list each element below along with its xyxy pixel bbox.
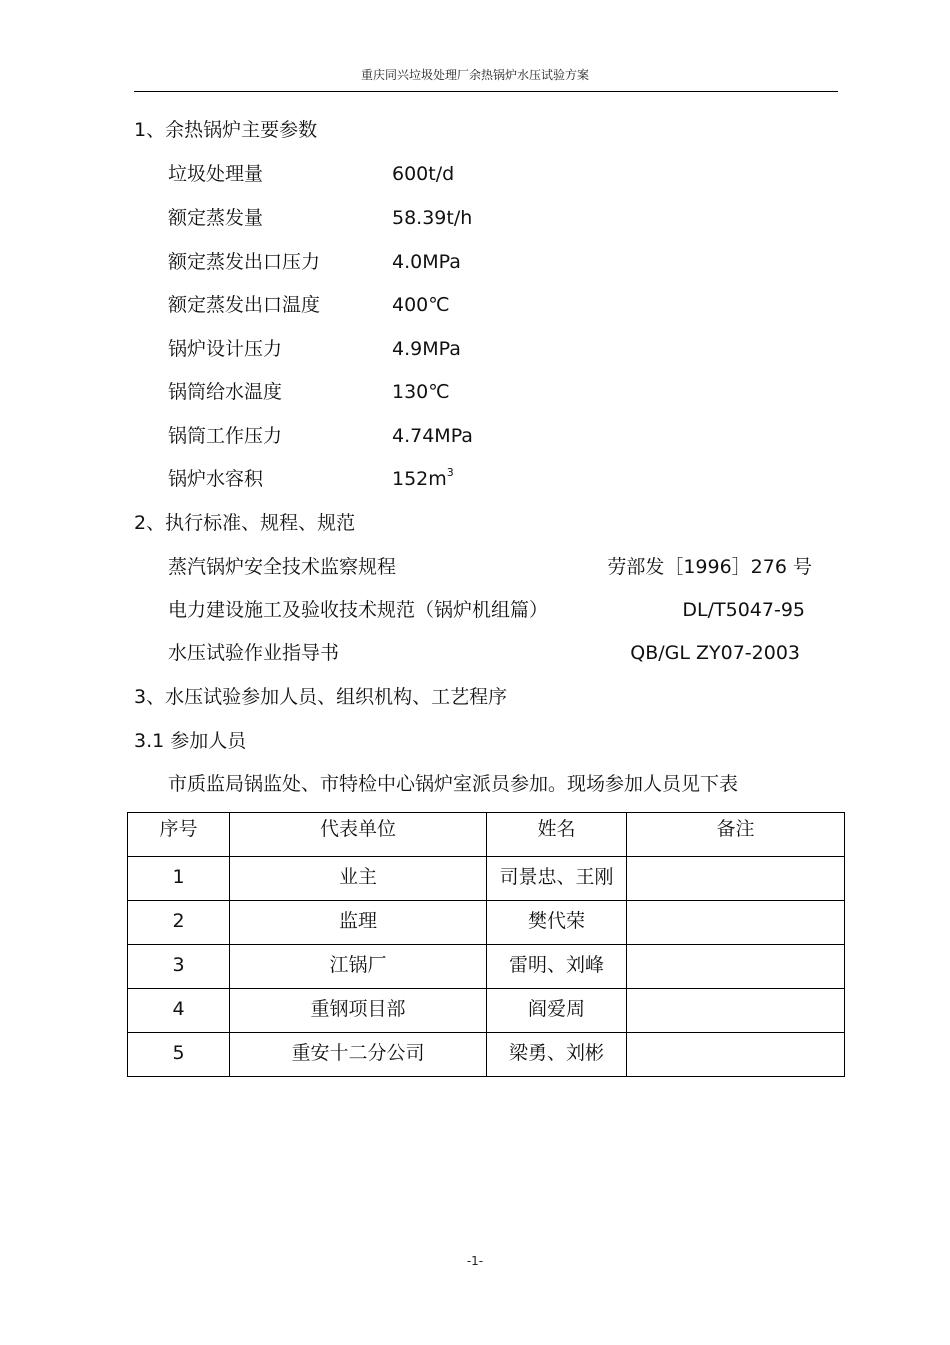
table-row	[128, 901, 845, 945]
param-value: 400℃	[392, 294, 450, 316]
table-cell	[627, 945, 845, 989]
table-cell: 重安十二分公司	[230, 1033, 487, 1077]
section-3-heading: 3、水压试验参加人员、组织机构、工艺程序	[134, 686, 508, 708]
table-cell: 樊代荣	[487, 901, 627, 945]
standard-name: 蒸汽锅炉安全技术监察规程	[168, 556, 397, 578]
param-label: 锅炉水容积	[168, 468, 264, 490]
table-cell	[627, 1033, 845, 1077]
table-cell: 司景忠、王刚	[487, 857, 627, 901]
table-cell: 1	[128, 857, 230, 901]
table-cell: 3	[128, 945, 230, 989]
param-label: 锅炉设计压力	[168, 338, 283, 360]
param-label: 额定蒸发出口温度	[168, 294, 321, 316]
param-label: 锅筒工作压力	[168, 425, 283, 447]
param-value: 130℃	[392, 381, 450, 403]
param-label: 额定蒸发出口压力	[168, 251, 321, 273]
table-cell: 阎爱周	[487, 989, 627, 1033]
column-header: 代表单位	[230, 813, 487, 857]
table-cell: 2	[128, 901, 230, 945]
table-row	[128, 945, 845, 989]
column-header: 姓名	[487, 813, 627, 857]
page-number: -1-	[466, 1254, 484, 1268]
personnel-intro: 市质监局锅监处、市特检中心锅炉室派员参加。现场参加人员见下表	[168, 773, 739, 795]
personnel-table	[127, 812, 845, 1077]
section-1-heading: 1、余热锅炉主要参数	[134, 119, 318, 141]
table-cell: 重钢项目部	[230, 989, 487, 1033]
table-cell	[627, 857, 845, 901]
table-cell: 业主	[230, 857, 487, 901]
section-2-heading: 2、执行标准、规程、规范	[134, 512, 356, 534]
column-header: 备注	[627, 813, 845, 857]
table-header-row	[128, 813, 845, 857]
standard-code: DL/T5047-95	[682, 599, 805, 621]
section-3-1-heading: 3.1 参加人员	[134, 730, 247, 752]
param-label: 垃圾处理量	[168, 163, 264, 185]
table-row	[128, 989, 845, 1033]
table-cell	[627, 989, 845, 1033]
param-value: 600t/d	[392, 163, 455, 185]
table-row	[128, 857, 845, 901]
table-row	[128, 1033, 845, 1077]
table-cell: 4	[128, 989, 230, 1033]
table-cell: 梁勇、刘彬	[487, 1033, 627, 1077]
standard-name: 水压试验作业指导书	[168, 642, 340, 664]
table-cell: 5	[128, 1033, 230, 1077]
param-value: 58.39t/h	[392, 207, 473, 229]
table-cell	[627, 901, 845, 945]
standard-code: QB/GL ZY07-2003	[630, 642, 800, 664]
param-value: 4.9MPa	[392, 338, 461, 360]
param-value-superscript: 3	[446, 465, 454, 479]
param-value	[392, 467, 454, 491]
table-cell: 雷明、刘峰	[487, 945, 627, 989]
column-header: 序号	[128, 813, 230, 857]
standard-name: 电力建设施工及验收技术规范（锅炉机组篇）	[168, 599, 549, 621]
param-label: 额定蒸发量	[168, 207, 264, 229]
param-label: 锅筒给水温度	[168, 381, 283, 403]
param-value-text: 152m	[392, 468, 447, 490]
table-cell: 监理	[230, 901, 487, 945]
param-value: 4.0MPa	[392, 251, 461, 273]
table-cell: 江锅厂	[230, 945, 487, 989]
param-value: 4.74MPa	[392, 425, 473, 447]
header-divider	[134, 91, 838, 92]
standard-code: 劳部发［1996］276 号	[607, 556, 812, 578]
document-header-title: 重庆同兴垃圾处理厂余热锅炉水压试验方案	[360, 68, 589, 82]
